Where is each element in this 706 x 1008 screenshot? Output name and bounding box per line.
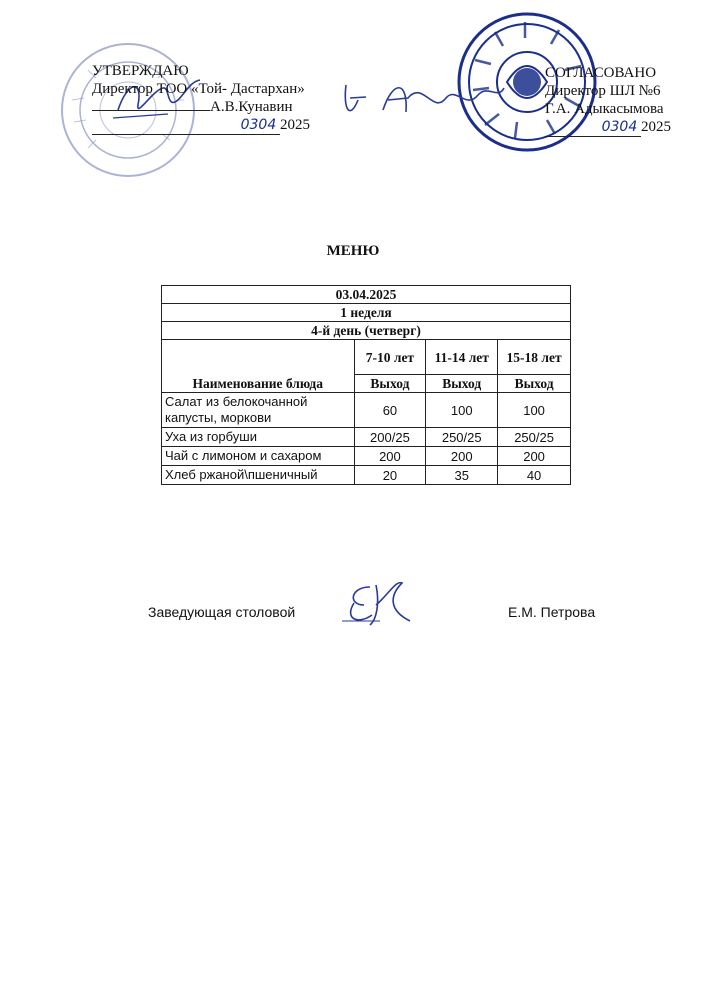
approval-block-left (92, 62, 310, 135)
approval-date-handwritten: 0304 (240, 117, 277, 133)
approval-year: 2025 (280, 117, 310, 133)
menu-table (161, 285, 571, 485)
approval-position: Директор ТОО «Той- Дастархан» (92, 81, 305, 97)
director-signature-right (338, 70, 508, 130)
approval-name: А.В.Кунавин (210, 99, 293, 115)
table-row (162, 447, 571, 466)
table-row (162, 393, 571, 428)
output-header: Выход (498, 375, 571, 393)
dish-name: Чай с лимоном и сахаром (162, 447, 355, 466)
menu-day: 4-й день (четверг) (162, 322, 571, 340)
dish-output: 20 (354, 466, 426, 485)
output-header: Выход (426, 375, 498, 393)
approval-block-right (545, 64, 671, 137)
table-day-row (162, 322, 571, 340)
dish-output: 200 (426, 447, 498, 466)
agreement-year: 2025 (641, 119, 671, 135)
dish-name: Уха из горбуши (162, 428, 355, 447)
approval-date-line (92, 116, 310, 135)
table-row (162, 428, 571, 447)
output-header: Выход (354, 375, 426, 393)
dish-output: 200 (498, 447, 571, 466)
footer-name: Е.М. Петрова (508, 604, 596, 620)
page-title: МЕНЮ (326, 243, 380, 259)
table-week-row (162, 304, 571, 322)
dish-output: 35 (426, 466, 498, 485)
agreement-name: Г.А. Адыкасымова (545, 101, 664, 117)
dish-name: Хлеб ржаной\пшеничный (162, 466, 355, 485)
agreement-position: Директор ШЛ №6 (545, 83, 661, 99)
table-age-row (162, 340, 571, 375)
menu-week: 1 неделя (162, 304, 571, 322)
footer-role: Заведующая столовой (148, 604, 296, 620)
dish-output: 40 (498, 466, 571, 485)
table-date-row (162, 286, 571, 304)
agreement-date-handwritten: 0304 (601, 119, 638, 135)
dish-output: 200 (354, 447, 426, 466)
dish-output: 60 (354, 393, 426, 428)
dish-name: Салат из белокочанной капусты, моркови (162, 393, 355, 428)
agreement-date-line (545, 118, 671, 137)
agreement-heading: СОГЛАСОВАНО (545, 65, 657, 81)
dish-header: Наименование блюда (162, 340, 355, 393)
menu-date: 03.04.2025 (162, 286, 571, 304)
approval-heading: УТВЕРЖДАЮ (92, 63, 189, 79)
dish-output: 250/25 (498, 428, 571, 447)
dish-output: 100 (426, 393, 498, 428)
dish-output: 200/25 (354, 428, 426, 447)
table-row (162, 466, 571, 485)
dish-output: 100 (498, 393, 571, 428)
approval-name-line (92, 98, 310, 116)
age-group-11-14: 11-14 лет (426, 340, 498, 375)
canteen-manager-signature (340, 575, 415, 630)
age-group-7-10: 7-10 лет (354, 340, 426, 375)
age-group-15-18: 15-18 лет (498, 340, 571, 375)
dish-output: 250/25 (426, 428, 498, 447)
